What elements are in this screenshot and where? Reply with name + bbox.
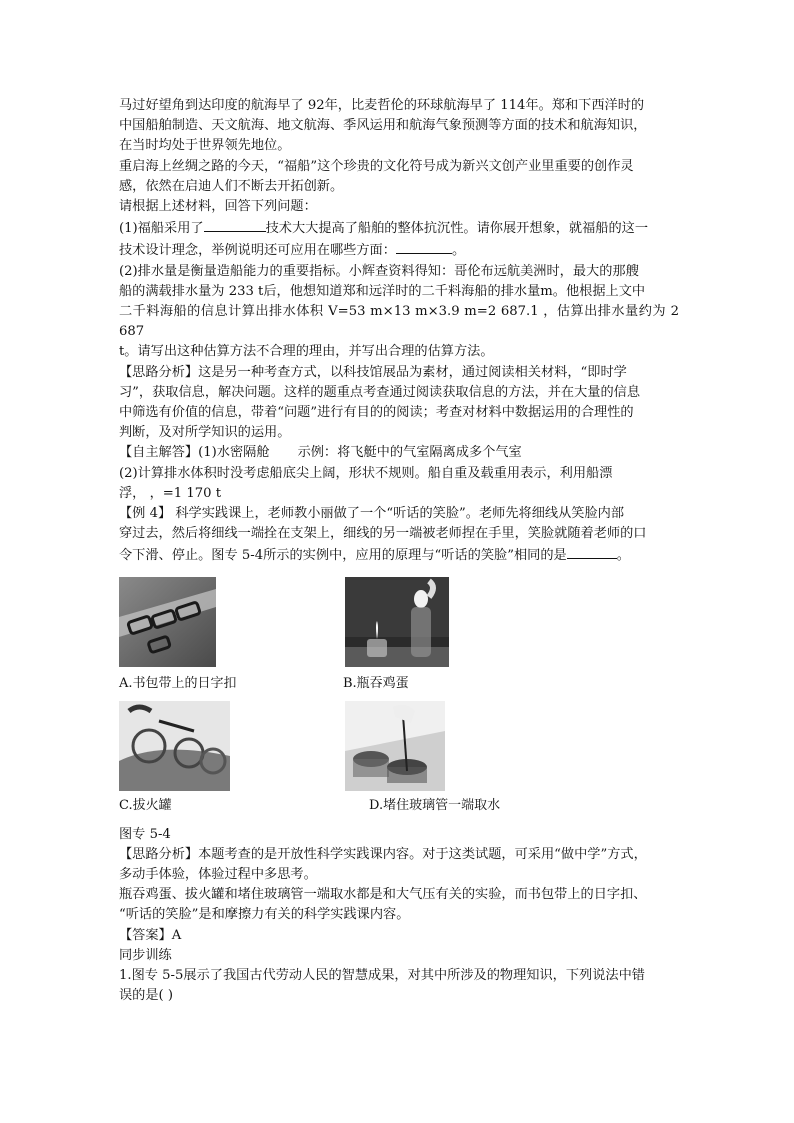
question-1-line-1 [119,217,679,239]
intro-line-4: 重启海上丝绸之路的今天，“福船”这个珍贵的文化符号成为新兴文创产业里重要的创作灵 [119,158,634,174]
analysis-1-line-3: 中筛选有价值的信息，带着“问题”进行有目的的阅读；考查对材料中数据运用的合理性的 [119,405,634,421]
analysis-1-line-2: 习”，获取信息，解决问题。这样的题重点考查通过阅读获取信息的方法，并在大量的信息 [119,384,641,400]
question-1-part-b: 技术大大提高了船舶的整体抗沉性。请你展开想象，就福船的这一 [265,221,649,237]
analysis-1-line-1: 【思路分析】这是另一种考查方式，以科技馆展品为素材，通过阅读相关材料，“即时学 [119,364,627,380]
answer-2: 【答案】A [119,927,182,943]
answer-1-line-1 [119,443,679,463]
sync-question-1-line-1: 1.图专 5-5展示了我国古代劳动人民的智慧成果，对其中所涉及的物理知识，下列说法中错 [119,968,645,984]
figure-label: 图专 5-4 [119,826,171,842]
analysis-2-line-2: 多动手体验，体验过程中多思考。 [119,867,317,883]
question-2-line-3: 二千料海船的信息计算出排水体积 V=53 m×13 m×3.9 m=2 687.1 ，估算出排水量约为 2 687 [119,304,679,340]
photo-b-bottle-egg [345,577,449,667]
figure-5-4 [119,567,679,825]
photo-a-buckle [119,577,216,667]
answer-1-line-3: 浮， ，=1 170 t [119,485,222,501]
option-c: C.拔火罐 [119,797,172,813]
intro-line-2: 中国船舶制造、天文航海、地文航海、季风运用和航海气象预测等方面的技术和航海知识， [119,118,647,134]
answer-1-part-a: 【自主解答】(1)水密隔舱 [119,445,270,461]
analysis-2-line-4: “听话的笑脸”是和摩擦力有关的科学实践课内容。 [119,907,410,923]
sync-question-1-line-2: 误的是( ) [119,988,174,1004]
analysis-1-line-4: 判断，及对所学知识的运用。 [119,425,291,441]
option-b: B.瓶吞鸡蛋 [343,675,409,691]
option-a: A.书包带上的日字扣 [119,675,237,691]
question-1-line-2 [119,239,679,261]
question-2-line-1: (2)排水量是衡量造船能力的重要指标。小辉查资料得知：哥伦布远航美洲时，最大的那艘 [119,263,639,279]
analysis-2-line-1: 【思路分析】本题考查的是开放性科学实践课内容。对于这类试题，可采用“做中学”方式， [119,846,647,862]
intro-line-5: 感，依然在启迪人们不断去开拓创新。 [119,178,344,194]
intro-line-1: 马过好望角到达印度的航海早了 92年，比麦哲伦的环球航海早了 114年。郑和下西洋时的 [119,98,645,113]
sync-title: 同步训练 [119,947,172,963]
option-d: D.堵住玻璃管一端取水 [369,797,501,813]
example-4-line-1: 【例 4】 科学实践课上，老师教小丽做了一个“听话的笑脸”。老师先将细线从笑脸内部 [119,506,625,522]
question-1-part-a: (1)福船采用了 [119,221,204,237]
document-page [119,96,679,1007]
example-4-line-3 [119,544,679,566]
answer-blank-2[interactable] [396,239,452,254]
question-1-part-c: 技术设计理念，举例说明还可应用在哪些方面： [119,243,396,259]
question-1-part-d: 。 [451,243,466,259]
analysis-2-line-3: 瓶吞鸡蛋、拔火罐和堵住玻璃管一端取水都是和大气压有关的实验，而书包带上的日字扣、 [119,887,647,903]
answer-1-part-b: 示例：将飞艇中的气室隔离成多个气室 [297,445,522,461]
photo-c-cupping [119,701,230,791]
intro-line-3: 在当时均处于世界领先地位。 [119,138,291,154]
example-4-part-b: 。 [616,548,630,564]
question-2-line-4: t。请写出这种估算方法不合理的理由，并写出合理的估算方法。 [119,344,494,360]
example-4-line-2: 穿过去，然后将细线一端拴在支架上，细线的另一端被老师捏在手里，笑脸就随着老师的口 [119,526,647,542]
example-4-part-a: 令下滑、停止。图专 5-4所示的实例中，应用的原理与“听话的笑脸”相同的是 [119,548,567,564]
photo-d-glass-tube [345,701,445,791]
answer-1-line-2: (2)计算排水体积时没考虑船底尖上阔，形状不规则。船自重及载重用表示，利用船漂 [119,465,613,481]
question-2-line-2: 船的满载排水量为 233 t后，他想知道郑和远洋时的二千料海船的排水量m。他根据上文中 [119,283,646,299]
intro-line-6: 请根据上述材料，回答下列问题： [119,199,317,215]
answer-blank-1[interactable] [204,217,266,232]
answer-blank-3[interactable] [567,544,617,559]
